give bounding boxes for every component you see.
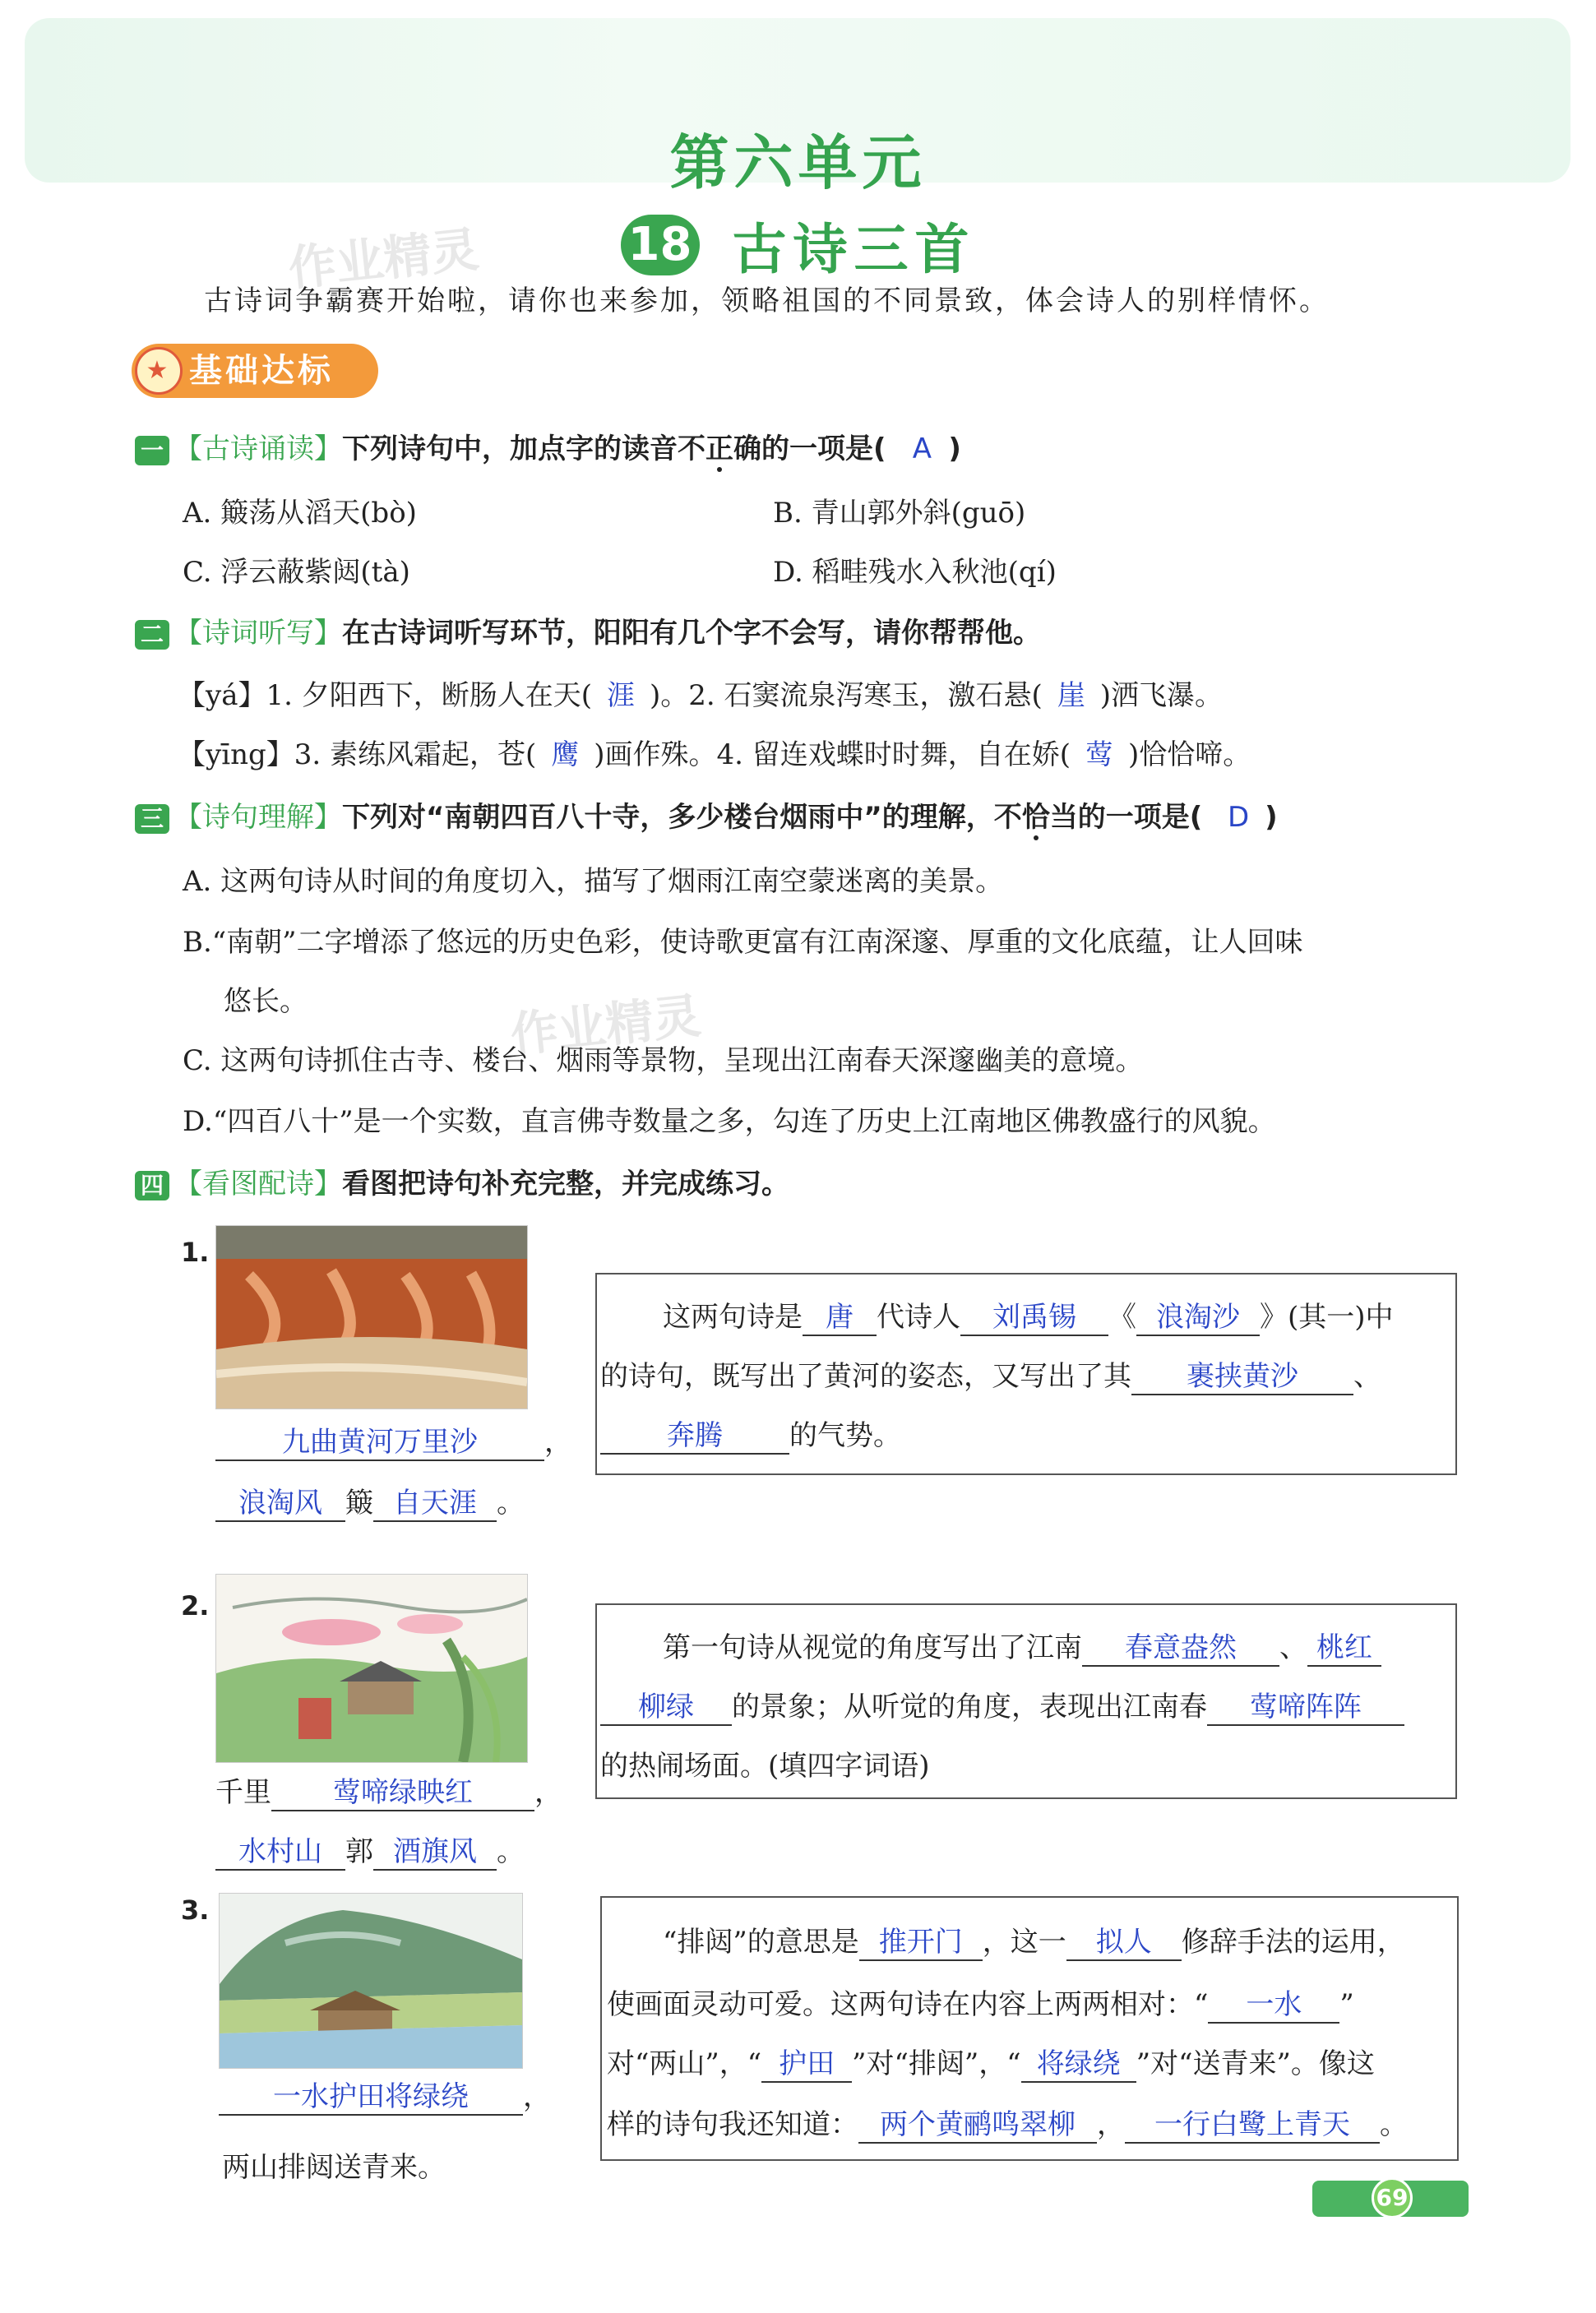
answer: 浪淘风 <box>215 1480 345 1522</box>
answer: 一行白鹭上青天 <box>1125 2102 1380 2144</box>
question-4: 四 【看图配诗】看图把诗句补充完整，并完成练习。 <box>135 1161 789 1201</box>
question-tag: 【看图配诗】 <box>174 1168 342 1200</box>
answer: 一水 <box>1208 1982 1339 2024</box>
answer: 裹挟黄沙 <box>1131 1353 1353 1395</box>
medal-icon: ★ <box>135 347 183 395</box>
answer: 莺啼阵阵 <box>1207 1684 1404 1726</box>
dictation-line-1: 【yá】1. 夕阳西下，断肠人在天( 涯 )。2. 石窦流泉泻寒玉，激石悬( 崖 )洒飞瀑。 <box>178 673 1223 713</box>
answer: 春意盎然 <box>1082 1625 1279 1667</box>
answer: 推开门 <box>859 1919 983 1961</box>
answer: 护田 <box>761 2041 852 2083</box>
question-number: 二 <box>135 620 169 650</box>
unit-title: 第六单元 <box>669 128 927 197</box>
answer: 唐 <box>803 1294 877 1336</box>
mountain-field-illustration <box>219 1893 523 2069</box>
answer: 九曲黄河万里沙 <box>215 1419 544 1461</box>
poem-line-1: 一水护田将绿绕 ， <box>219 2074 551 2116</box>
answer: 两个黄鹂鸣翠柳 <box>858 2102 1097 2144</box>
question-2: 二 【诗词听写】在古诗词听写环节，阳阳有几个字不会写，请你帮帮他。 <box>135 610 1041 650</box>
page-number: 69 <box>1372 2177 1413 2218</box>
answer: 水村山 <box>215 1829 345 1871</box>
question-tag: 【诗词听写】 <box>174 617 342 650</box>
answer: 浪淘沙 <box>1136 1294 1260 1336</box>
answer: 柳绿 <box>600 1684 732 1726</box>
poem-line-1: 千里 莺啼绿映红 ， <box>215 1769 562 1811</box>
question-tag: 【诗句理解】 <box>174 801 342 834</box>
watermark: 作业精灵 <box>507 988 704 1063</box>
answer: 刘禹锡 <box>960 1294 1108 1336</box>
option-b: B.“南朝”二字增添了悠远的历史色彩，使诗歌更富有江南深邃、厚重的文化底蕴，让人回味 <box>183 926 1303 959</box>
question-1: 一 【古诗诵读】下列诗句中，加点字的读音不正确的一项是( A ) <box>135 426 961 466</box>
option-d: D. 稻畦残水入秋池(qí) <box>773 556 1057 589</box>
jiangnan-village-illustration <box>215 1574 528 1763</box>
question-3: 三 【诗句理解】下列对“南朝四百八十寺，多少楼台烟雨中”的理解，不恰当的一项是( D ) <box>135 794 1278 835</box>
answer: D <box>1228 801 1250 834</box>
answer: 莺啼绿映红 <box>271 1769 534 1811</box>
answer: A <box>912 433 932 465</box>
question-number: 四 <box>135 1171 169 1200</box>
watermark: 作业精灵 <box>285 221 482 297</box>
answer: 奔腾 <box>600 1413 789 1455</box>
yellow-river-illustration <box>215 1225 528 1409</box>
workbook-page: 第六单元 18 古诗三首 作业精灵 作业精灵 古诗词争霸赛开始啦，请你也来参加，领略祖国的不同景致，体会诗人的别样情怀。 ★ 基础达标 一 【古诗诵读】下列诗句中，加点字的读音不正确的一项是( A ) A. 簸荡从滔天(bò) B. 青山郭外斜(guō) C. 浮云蔽紫闼(tà) D. 稻畦残水入秋池(qí) 二 【诗词听写】在古诗词听写环节，阳阳有几个字不会写，请你帮帮他。 【yá】1. 夕阳西下，断肠人在天( 涯 )。2. 石窦流泉泻寒玉，激石悬( 崖 )洒飞瀑。 【yīng】3. 素练风霜起，苍( 鹰 )画作殊。4. 留连戏蝶时时舞，自在娇( 莺 )恰恰啼。 三 【诗句理解】下列对“南朝四百八十寺，多少楼台烟雨中”的理解，不恰当的一项是( D ) A. 这两句诗从时间的角度切入，描写了烟雨江南空蒙迷离的美景。 B.“南朝”二字增添了悠远的历史色彩，使诗歌更富有江南深邃、厚重的文化底蕴，让人回味 悠长。 C. 这两句诗抓住古寺、楼台、烟雨等景物，呈现出江南春天深邃幽美的意境。 D.“四百八十”是一个实数，直言佛寺数量之多，勾连了历史上江南地区佛教盛行的风貌。 四 【看图配诗】看图把诗句补充完整，并完成练习。 1. 九曲黄河万里沙 ， 浪淘风 簸 自天涯 。 这两句诗是 唐 代诗人 刘禹锡 《 浪淘沙 》(其一)中 的诗句，既写出了黄河的姿态，又写出了其 裹挟黄沙 、 奔腾 的气势。 2. 千里 莺啼绿映红 ， 水村山 郭 酒旗风 。 第一句诗从视觉的角度写出了江南 春意盎然 、 桃红 柳绿 的景象；从听觉的角度，表现出江南春 莺啼阵阵 的热闹场面。(填四字词语) 3. 一水护田将绿绕 ， 两山排闼送青来。 “排闼”的意思是 推开门 ，这一 拟人 修辞手法的运用， 使画面灵动可爱。这两句诗在内容上两两相对：“ 一水 ” 对“两山”，“ 护田 ”对“排闼”，“ 将绿绕 ”对“送青来”。像这 样的诗句我还知道： 两个黄鹂鸣翠柳 ， 一行白鹭上青天 。 69 <box>0 0 1596 2313</box>
answer: 崖 <box>1057 679 1085 712</box>
question-tag: 【古诗诵读】 <box>174 433 342 465</box>
lesson-heading <box>0 206 1596 284</box>
answer: 酒旗风 <box>373 1829 497 1871</box>
poem-line-1: 九曲黄河万里沙 ， <box>215 1419 572 1461</box>
dictation-line-2: 【yīng】3. 素练风霜起，苍( 鹰 )画作殊。4. 留连戏蝶时时舞，自在娇( 莺 )恰恰啼。 <box>178 732 1251 772</box>
option-a: A. 簸荡从滔天(bò) <box>183 497 417 530</box>
option-b-cont: 悠长。 <box>224 985 308 1018</box>
page-number-badge <box>1312 2181 1469 2217</box>
answer: 莺 <box>1085 738 1114 771</box>
option-a: A. 这两句诗从时间的角度切入，描写了烟雨江南空蒙迷离的美景。 <box>183 865 1004 898</box>
option-c: C. 这两句诗抓住古寺、楼台、烟雨等景物，呈现出江南春天深邃幽美的意境。 <box>183 1044 1144 1077</box>
question-number: 一 <box>135 436 169 465</box>
answer: 鹰 <box>551 738 580 771</box>
answer: 涯 <box>607 679 635 712</box>
lesson-number: 18 <box>621 215 700 275</box>
poem-line-2: 两山排闼送青来。 <box>222 2151 446 2184</box>
option-c: C. 浮云蔽紫闼(tà) <box>183 556 410 589</box>
answer: 桃红 <box>1307 1625 1381 1667</box>
answer: 拟人 <box>1066 1919 1182 1961</box>
option-b: B. 青山郭外斜(guō) <box>773 497 1026 530</box>
item-number: 1. <box>181 1237 210 1268</box>
poem-line-2: 浪淘风 簸 自天涯 。 <box>215 1480 525 1522</box>
poem-line-2: 水村山 郭 酒旗风 。 <box>215 1829 525 1871</box>
option-d: D.“四百八十”是一个实数，直言佛寺数量之多，勾连了历史上江南地区佛教盛行的风貌。 <box>183 1105 1276 1138</box>
answer: 将绿绕 <box>1021 2041 1136 2083</box>
item-number: 2. <box>181 1590 210 1621</box>
question-number: 三 <box>135 804 169 834</box>
answer: 一水护田将绿绕 <box>219 2074 523 2116</box>
answer: 自天涯 <box>373 1480 497 1522</box>
section-badge: ★ 基础达标 <box>132 344 378 398</box>
item-number: 3. <box>181 1894 210 1926</box>
intro-text: 古诗词争霸赛开始啦，请你也来参加，领略祖国的不同景致，体会诗人的别样情怀。 <box>204 284 1330 317</box>
lesson-title: 古诗三首 <box>732 218 976 281</box>
